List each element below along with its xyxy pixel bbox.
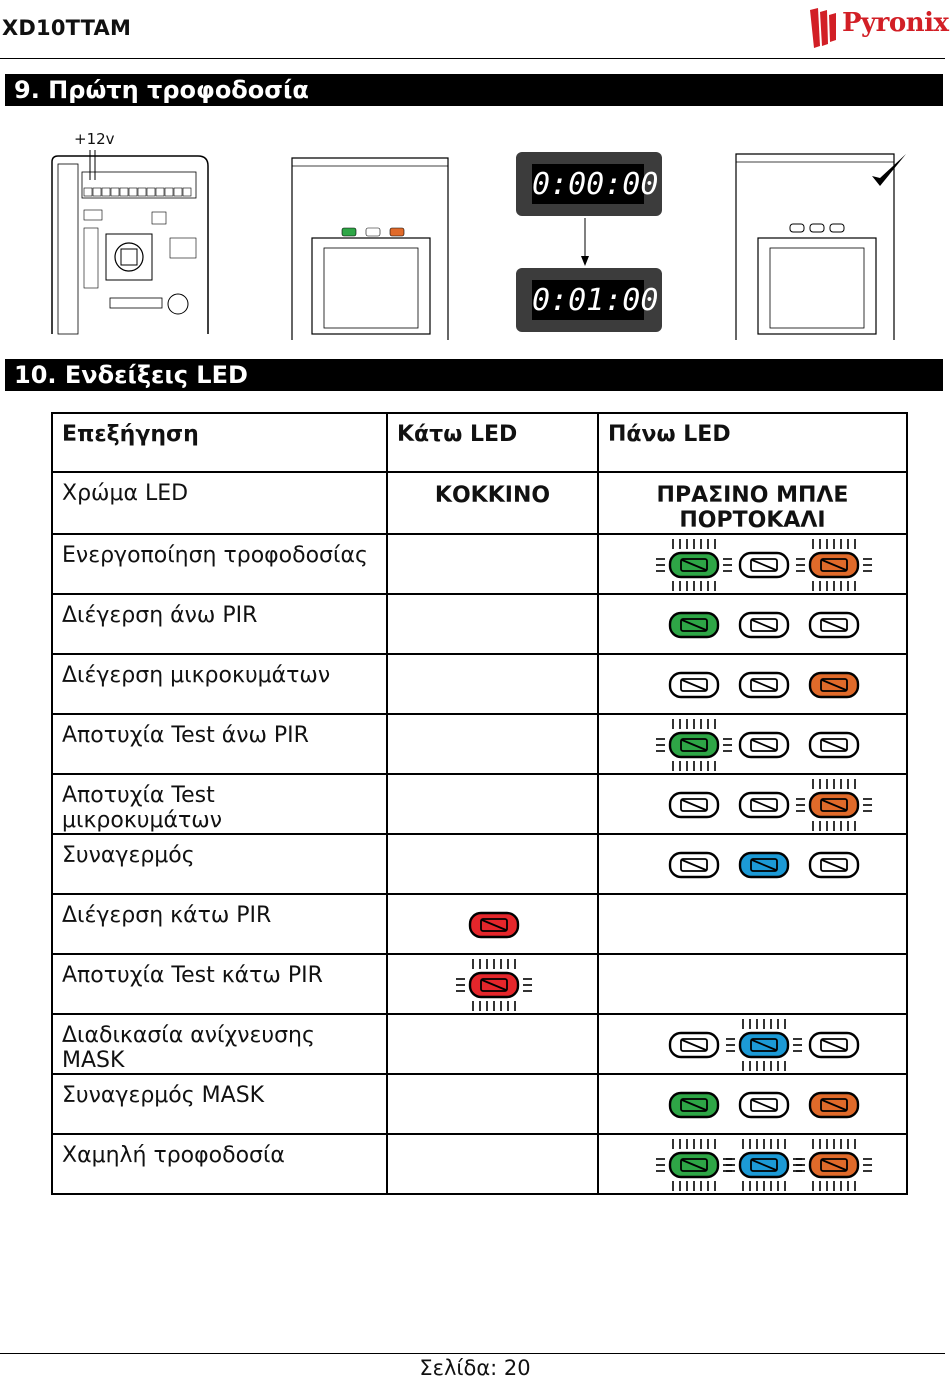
led-pattern [608, 775, 898, 835]
detector-ready-illustration [734, 150, 910, 340]
led-pattern [608, 595, 898, 655]
pyronix-logo [808, 6, 949, 52]
table-header-row [52, 413, 907, 472]
steady-off-led-icon [670, 793, 718, 817]
upper-led-cell [598, 1074, 907, 1134]
steady-off-led-icon [810, 853, 858, 877]
lower-led-cell [387, 534, 598, 594]
steady-off-led-icon [670, 673, 718, 697]
steady-off-led-icon [670, 1033, 718, 1057]
steady-red-led-icon [470, 913, 518, 937]
upper-led-colour: ΠΡΑΣΙΝΟ ΜΠΛΕ ΠΟΡΤΟΚΑΛΙ [598, 472, 907, 534]
upper-led-cell [598, 1014, 907, 1074]
table-row [52, 654, 907, 714]
lower-led-cell [387, 894, 598, 954]
header-rule [0, 58, 945, 59]
upper-led-cell [598, 774, 907, 834]
upper-led-cell [598, 654, 907, 714]
lower-led-cell [387, 654, 598, 714]
lower-led-cell [387, 954, 598, 1014]
row-label: Διέγερση άνω PIR [52, 594, 387, 654]
flashing-green-led-icon [656, 719, 732, 771]
timer-end-display: 0:01:00 [532, 283, 659, 318]
brand-name: Pyronix [842, 8, 949, 38]
flashing-red-led-icon [456, 959, 532, 1011]
steady-green-led-icon [670, 613, 718, 637]
flashing-orange-led-icon [796, 1139, 872, 1191]
header-lower-led: Κάτω LED [387, 413, 598, 472]
led-pattern [608, 655, 898, 715]
lower-led-cell [387, 774, 598, 834]
flashing-orange-led-icon [796, 779, 872, 831]
upper-led-cell [598, 894, 907, 954]
led-pattern [608, 1135, 898, 1195]
steady-off-led-icon [740, 613, 788, 637]
flashing-green-led-icon [656, 539, 732, 591]
upper-led-cell [598, 954, 907, 1014]
table-row [52, 1134, 907, 1194]
timer-start-display: 0:00:00 [532, 167, 659, 202]
row-label: Αποτυχία Test άνω PIR [52, 714, 387, 774]
row-label: Χρώμα LED [52, 472, 387, 534]
lower-led-cell [387, 1134, 598, 1194]
row-label: Διέγερση κάτω PIR [52, 894, 387, 954]
row-label: Διαδικασία ανίχνευσης MASK [52, 1014, 387, 1074]
steady-orange-led-icon [810, 673, 858, 697]
led-pattern [608, 535, 898, 595]
checkmark-icon [872, 154, 906, 186]
table-row [52, 594, 907, 654]
table-row [52, 1074, 907, 1134]
upper-led-cell [598, 1134, 907, 1194]
voltage-label: +12v [74, 130, 115, 148]
steady-off-led-icon [810, 1033, 858, 1057]
flashing-blue-led-icon [726, 1019, 802, 1071]
lower-led-colour: ΚΟΚΚΙΝΟ [387, 472, 598, 534]
steady-off-led-icon [810, 613, 858, 637]
table-row-led-colour [52, 472, 907, 534]
row-label: Συναγερμός [52, 834, 387, 894]
row-label: Αποτυχία Test μικροκυμάτων [52, 774, 387, 834]
header-description: Επεξήγηση [52, 413, 387, 472]
flashing-green-led-icon [656, 1139, 732, 1191]
table-row [52, 834, 907, 894]
steady-orange-led-icon [810, 1093, 858, 1117]
table-row [52, 1014, 907, 1074]
section-heading-led: 10. Ενδείξεις LED [5, 359, 943, 391]
led-pattern [608, 1075, 898, 1135]
upper-led-cell [598, 534, 907, 594]
table-row [52, 714, 907, 774]
steady-off-led-icon [740, 1093, 788, 1117]
steady-off-led-icon [740, 553, 788, 577]
lower-led-cell [387, 1014, 598, 1074]
circuit-board-illustration [50, 148, 212, 338]
steady-off-led-icon [740, 793, 788, 817]
upper-led-cell [598, 834, 907, 894]
table-row [52, 954, 907, 1014]
power-up-figure [0, 118, 950, 340]
lower-led-cell [387, 834, 598, 894]
upper-led-cell [598, 594, 907, 654]
upper-led-cell [598, 714, 907, 774]
led-pattern [608, 715, 898, 775]
steady-blue-led-icon [740, 853, 788, 877]
row-label: Συναγερμός MASK [52, 1074, 387, 1134]
steady-green-led-icon [670, 1093, 718, 1117]
steady-off-led-icon [740, 673, 788, 697]
flashing-orange-led-icon [796, 539, 872, 591]
steady-off-led-icon [810, 733, 858, 757]
led-pattern [608, 835, 898, 895]
steady-off-led-icon [740, 733, 788, 757]
table-row [52, 894, 907, 954]
led-indications-table [51, 412, 908, 1195]
led-pattern [608, 1015, 898, 1075]
table-row [52, 774, 907, 834]
lower-led-cell [387, 714, 598, 774]
flashing-blue-led-icon [726, 1139, 802, 1191]
lower-led-cell [387, 594, 598, 654]
document-title: XD10TTAM [2, 16, 132, 40]
header-upper-led: Πάνω LED [598, 413, 907, 472]
page-number: Σελίδα: 20 [419, 1356, 531, 1380]
table-row [52, 534, 907, 594]
led-pattern [397, 895, 589, 955]
led-pattern [397, 955, 589, 1015]
detector-front-led-on-illustration [290, 154, 452, 340]
row-label: Ενεργοποίηση τροφοδοσίας [52, 534, 387, 594]
steady-off-led-icon [670, 853, 718, 877]
footer-rule [0, 1353, 945, 1354]
row-label: Χαμηλή τροφοδοσία [52, 1134, 387, 1194]
lower-led-cell [387, 1074, 598, 1134]
pyronix-flame-icon [808, 6, 842, 50]
row-label: Διέγερση μικροκυμάτων [52, 654, 387, 714]
section-heading-power: 9. Πρώτη τροφοδοσία [5, 74, 943, 106]
row-label: Αποτυχία Test κάτω PIR [52, 954, 387, 1014]
